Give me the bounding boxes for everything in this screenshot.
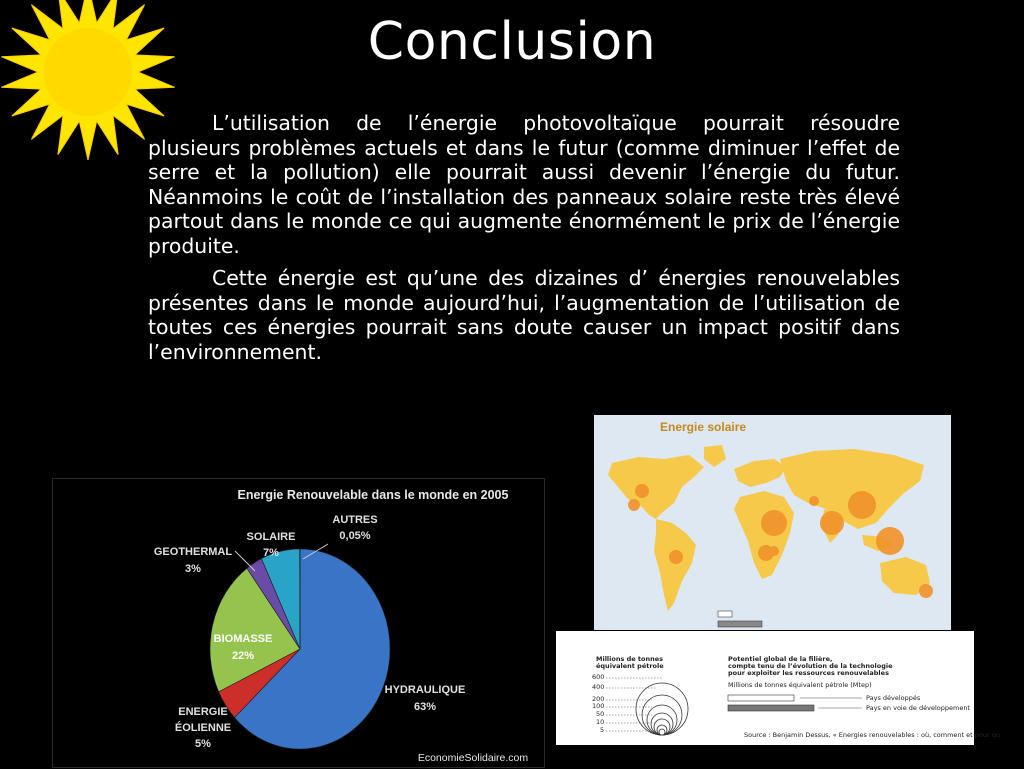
slide-body xyxy=(148,111,900,372)
pct-hydraulique: 63% xyxy=(414,701,436,713)
pct-solaire: 7% xyxy=(263,547,279,559)
scale-5: 5 xyxy=(600,727,604,734)
potentiel-line-2: compte tenu de l’évolution de la technologie xyxy=(728,663,893,670)
potentiel-line-1: Potentiel global de la filière, xyxy=(728,656,832,663)
paragraph-1: L’utilisation de l’énergie photovoltaïque pourrait résoudre plusieurs problèmes actuels et dans le futur (comme diminuer l’effet de serre et la pollution) elle pourrait aussi devenir l’énergie du futur. Néanmoins le coût de l’installation des panneaux solaire reste très élevé partout dans le monde ce qui augmente énormément le prix de l’énergie produite. xyxy=(148,111,900,258)
legend-source: Source : Benjamin Dessus, « Energies renouvelables : où, comment et pour qu xyxy=(744,732,1000,739)
renewable-energy-pie-chart xyxy=(52,478,545,768)
label-solaire: SOLAIRE xyxy=(247,531,296,543)
pie-slices xyxy=(210,549,390,749)
legend-axis-title-2: équivalent pétrole xyxy=(596,663,664,670)
label-eolienne-2: ÉOLIENNE xyxy=(175,721,231,734)
scale-10: 10 xyxy=(596,719,604,726)
geothermal-leader-line xyxy=(235,551,255,571)
label-hydraulique: HYDRAULIQUE xyxy=(385,684,466,696)
legend-developing: Pays en voie de développement xyxy=(866,705,970,712)
label-geothermal: GEOTHERMAL xyxy=(154,546,233,558)
legend-developed: Pays développés xyxy=(866,695,920,702)
solar-energy-world-map xyxy=(594,415,951,630)
pct-autres: 0,05% xyxy=(339,530,370,542)
label-autres: AUTRES xyxy=(332,514,377,526)
pie-chart-title: Energie Renouvelable dans le monde en 2005 xyxy=(238,488,509,502)
pct-geothermal: 3% xyxy=(185,563,201,575)
slide-title: Conclusion xyxy=(0,12,1024,72)
pie-source: EconomieSolidaire.com xyxy=(418,752,529,764)
pct-eolienne: 5% xyxy=(195,738,211,750)
pie-svg xyxy=(53,479,546,769)
world-map-svg xyxy=(594,415,951,630)
scale-600: 600 xyxy=(592,674,604,681)
potentiel-line-3: pour exploiter les ressources renouvelables xyxy=(728,670,889,677)
scale-100: 100 xyxy=(592,703,604,710)
pct-biomasse: 22% xyxy=(232,650,254,662)
legend-unit: Millions de tonnes équivalent pétrole (Mtep) xyxy=(728,682,872,689)
label-biomasse: BIOMASSE xyxy=(214,633,273,645)
scale-50: 50 xyxy=(596,711,604,718)
map-title: Energie solaire xyxy=(660,420,746,434)
solar-map-legend xyxy=(556,631,974,745)
legend-axis-title-1: Millions de tonnes xyxy=(596,656,663,663)
scale-400: 400 xyxy=(592,684,604,691)
label-eolienne: ENERGIE xyxy=(178,706,228,718)
paragraph-2: Cette énergie est qu’une des dizaines d’ énergies renouvelables présentes dans le monde aujourd’hui, l’augmentation de l’utilisation de toutes ces énergies pourrait sans doute causer un impact positif dans l’environnement. xyxy=(148,266,900,364)
scale-200: 200 xyxy=(592,696,604,703)
